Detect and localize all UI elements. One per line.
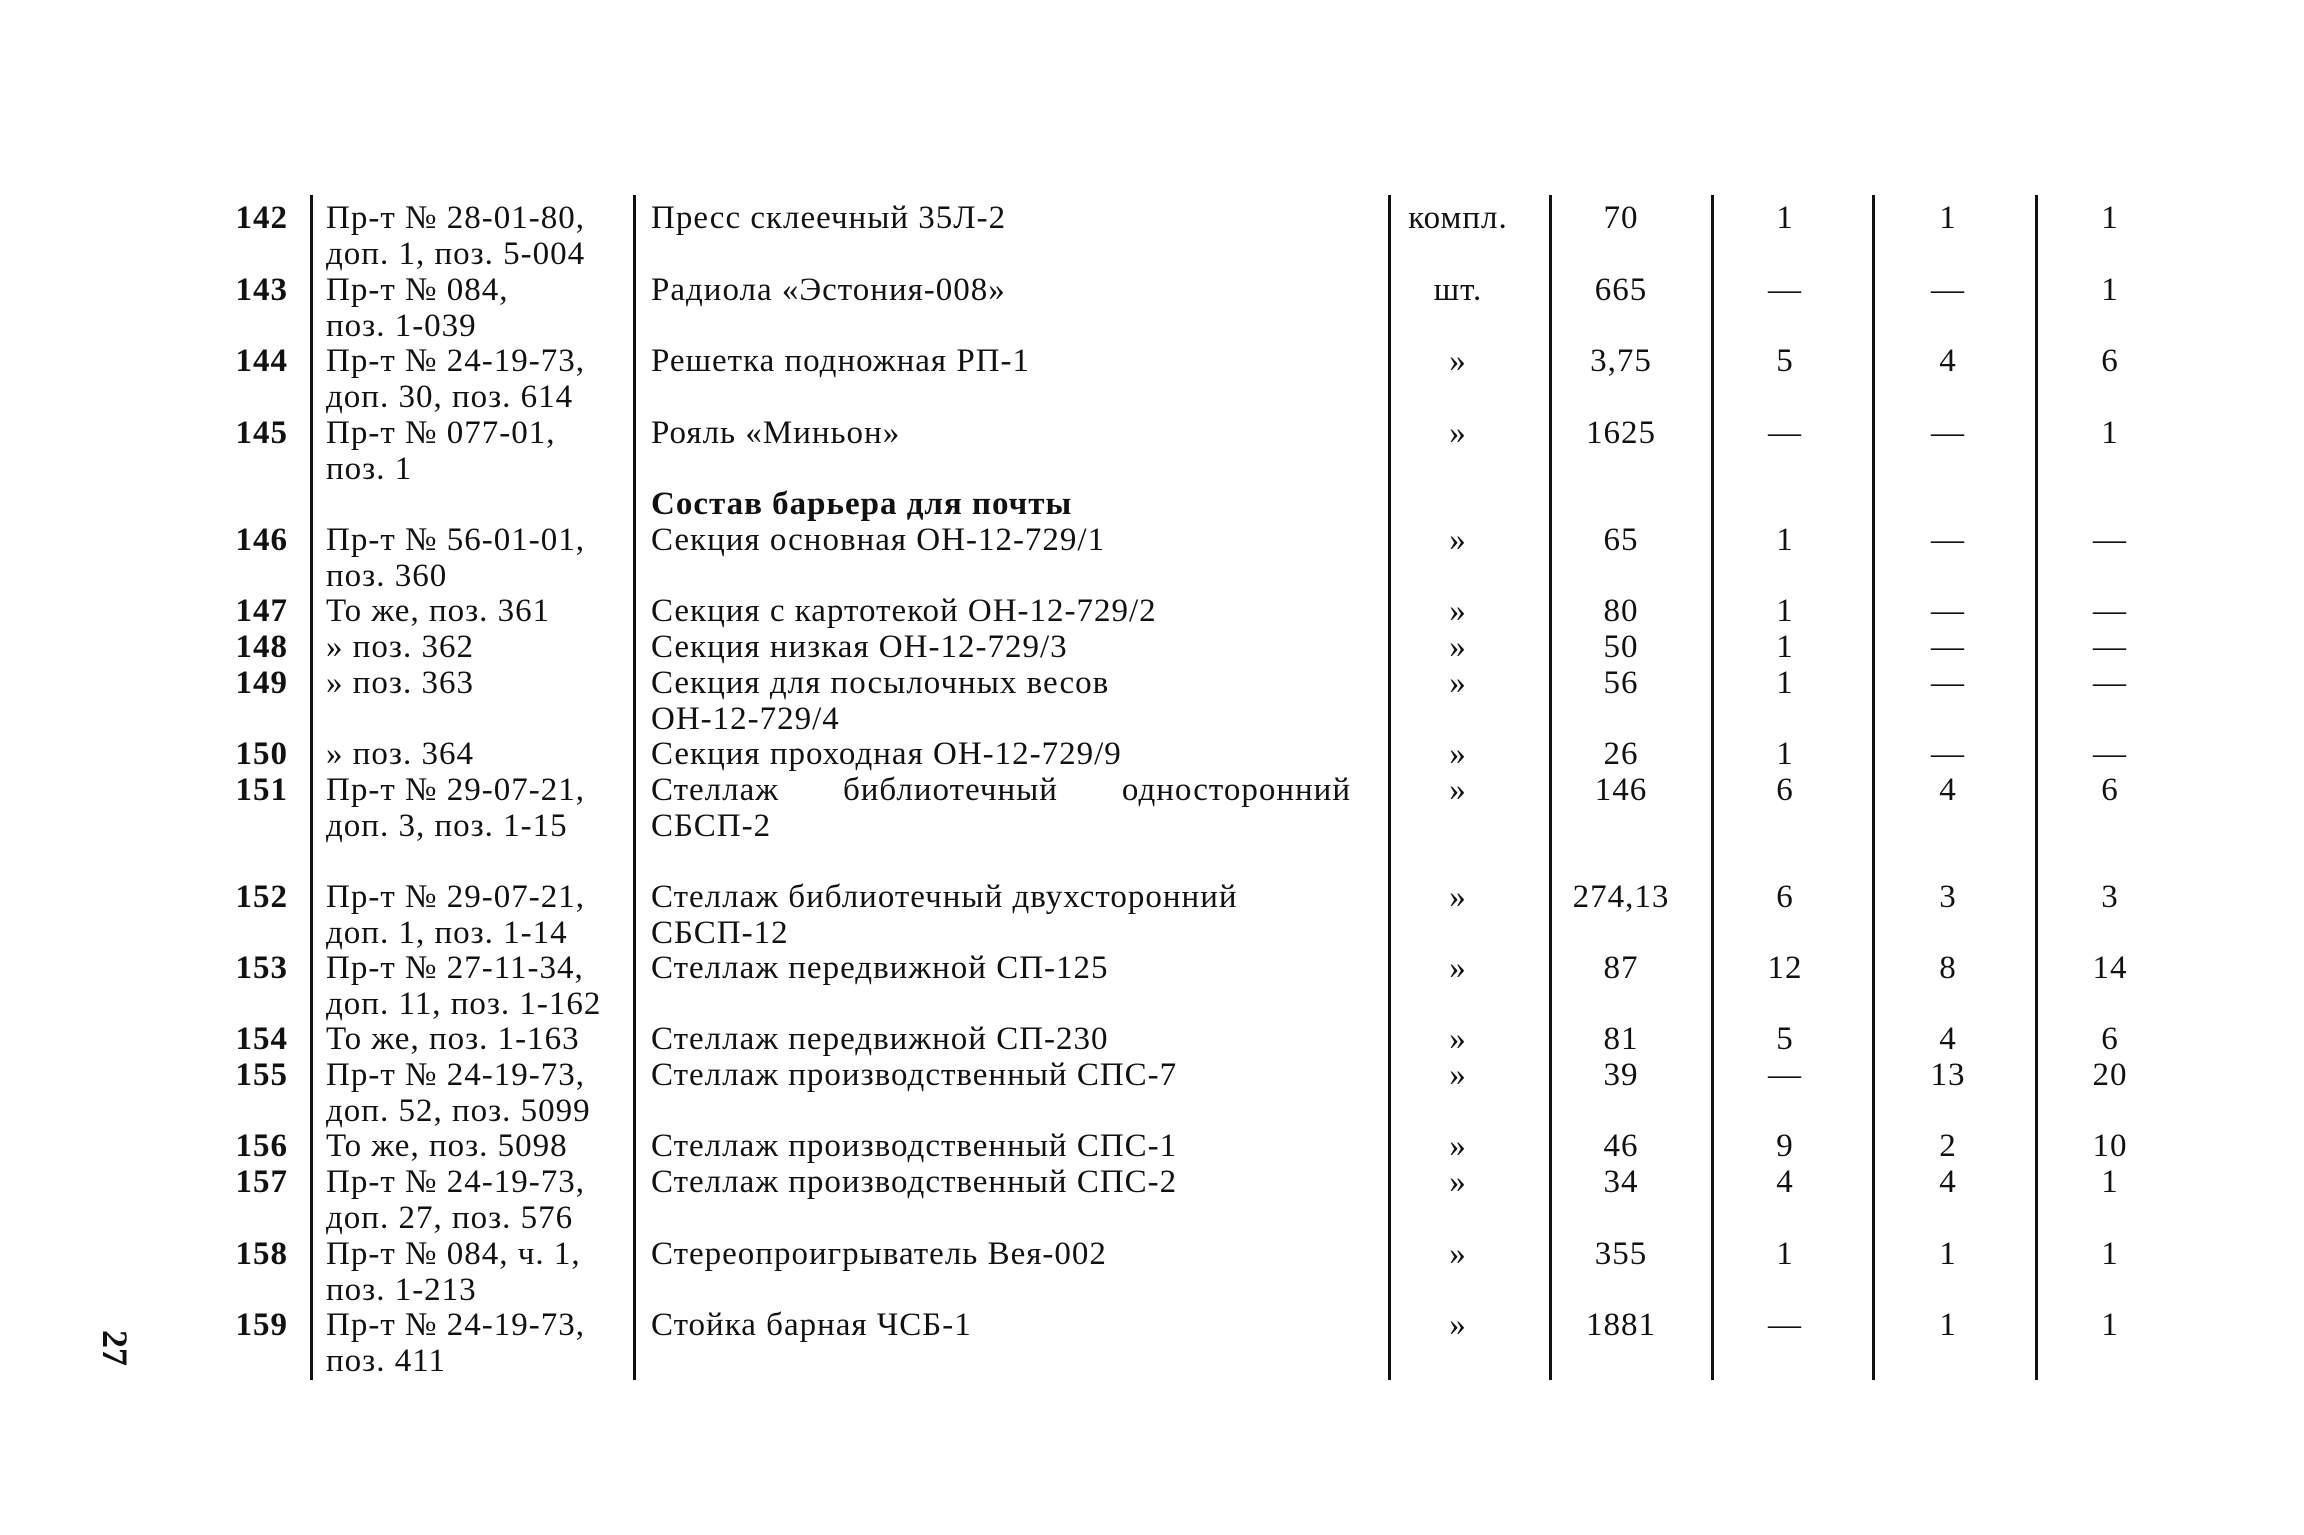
price-cell: 50 bbox=[1603, 629, 1639, 665]
quantity-cell-2: — bbox=[1931, 593, 1965, 629]
item-name-line: Решетка подножная РП-1 bbox=[651, 343, 1031, 379]
row-number: 144 bbox=[235, 343, 288, 379]
reference-line: Пр-т № 084, bbox=[326, 272, 509, 308]
quantity-cell-3: 6 bbox=[2101, 343, 2119, 379]
row-number: 157 bbox=[235, 1164, 288, 1200]
quantity-cell-3: 6 bbox=[2101, 772, 2119, 808]
item-name-word: односторонний bbox=[1121, 772, 1351, 808]
reference-line: поз. 360 bbox=[326, 558, 448, 594]
unit-cell: » bbox=[1449, 665, 1467, 701]
row-number: 155 bbox=[235, 1057, 288, 1093]
unit-cell: » bbox=[1449, 879, 1467, 915]
reference-line: поз. 411 bbox=[326, 1343, 446, 1379]
section-heading: Состав барьера для почты bbox=[651, 486, 1073, 522]
quantity-cell-2: 1 bbox=[1939, 200, 1957, 236]
unit-cell: » bbox=[1449, 343, 1467, 379]
quantity-cell-1: — bbox=[1768, 415, 1802, 451]
reference-line: Пр-т № 28-01-80, bbox=[326, 200, 585, 236]
unit-cell: » bbox=[1449, 736, 1467, 772]
reference-line: доп. 1, поз. 1-14 bbox=[326, 915, 568, 951]
row-number: 152 bbox=[235, 879, 288, 915]
quantity-cell-1: 5 bbox=[1776, 343, 1794, 379]
quantity-cell-1: — bbox=[1768, 1057, 1802, 1093]
price-cell: 87 bbox=[1603, 950, 1639, 986]
price-cell: 1625 bbox=[1586, 415, 1656, 451]
quantity-cell-1: 6 bbox=[1776, 879, 1794, 915]
quantity-cell-1: 5 bbox=[1776, 1021, 1794, 1057]
item-name-line: Стеллаж передвижной СП-125 bbox=[651, 950, 1109, 986]
row-number: 147 bbox=[235, 593, 288, 629]
reference-line: поз. 1-213 bbox=[326, 1272, 477, 1308]
reference-line: Пр-т № 29-07-21, bbox=[326, 772, 585, 808]
quantity-cell-1: 1 bbox=[1776, 522, 1794, 558]
price-cell: 65 bbox=[1603, 522, 1639, 558]
quantity-cell-1: 6 bbox=[1776, 772, 1794, 808]
quantity-cell-3: — bbox=[2093, 665, 2127, 701]
quantity-cell-2: — bbox=[1931, 272, 1965, 308]
quantity-cell-3: 3 bbox=[2101, 879, 2119, 915]
item-name-word: библиотечный bbox=[842, 772, 1058, 808]
reference-line: Пр-т № 24-19-73, bbox=[326, 1057, 585, 1093]
page-number: 27 bbox=[95, 1330, 135, 1366]
item-name-line: Секция проходная ОН-12-729/9 bbox=[651, 736, 1122, 772]
quantity-cell-2: 2 bbox=[1939, 1128, 1957, 1164]
item-name-line: Пресс склеечный 35Л-2 bbox=[651, 200, 1007, 236]
item-name-line: ОН-12-729/4 bbox=[651, 701, 840, 737]
price-cell: 3,75 bbox=[1590, 343, 1652, 379]
reference-line: » поз. 362 bbox=[326, 629, 474, 665]
price-cell: 56 bbox=[1603, 665, 1639, 701]
price-cell: 70 bbox=[1603, 200, 1639, 236]
quantity-cell-1: 1 bbox=[1776, 1236, 1794, 1272]
unit-cell: » bbox=[1449, 772, 1467, 808]
reference-line: Пр-т № 29-07-21, bbox=[326, 879, 585, 915]
quantity-cell-3: 1 bbox=[2101, 1164, 2119, 1200]
quantity-cell-3: 1 bbox=[2101, 1236, 2119, 1272]
item-name-line: Секция низкая ОН-12-729/3 bbox=[651, 629, 1068, 665]
unit-cell: » bbox=[1449, 1236, 1467, 1272]
reference-line: То же, поз. 361 bbox=[326, 593, 551, 629]
unit-cell: » bbox=[1449, 1164, 1467, 1200]
price-cell: 355 bbox=[1594, 1236, 1648, 1272]
item-name-line: Секция с картотекой ОН-12-729/2 bbox=[651, 593, 1157, 629]
price-cell: 1881 bbox=[1586, 1307, 1656, 1343]
item-name-line: СБСП-2 bbox=[651, 808, 772, 844]
price-cell: 80 bbox=[1603, 593, 1639, 629]
unit-cell: компл. bbox=[1408, 200, 1508, 236]
item-name-word: Стеллаж bbox=[651, 772, 780, 808]
quantity-cell-3: 1 bbox=[2101, 200, 2119, 236]
item-name-line: Стереопроигрыватель Вея-002 bbox=[651, 1236, 1107, 1272]
quantity-cell-2: 4 bbox=[1939, 1021, 1957, 1057]
reference-line: Пр-т № 56-01-01, bbox=[326, 522, 585, 558]
quantity-cell-1: 1 bbox=[1776, 629, 1794, 665]
column-divider bbox=[633, 195, 636, 1380]
reference-line: доп. 52, поз. 5099 bbox=[326, 1093, 591, 1129]
quantity-cell-2: — bbox=[1931, 736, 1965, 772]
row-number: 158 bbox=[235, 1236, 288, 1272]
quantity-cell-1: 1 bbox=[1776, 593, 1794, 629]
reference-line: доп. 3, поз. 1-15 bbox=[326, 808, 568, 844]
unit-cell: » bbox=[1449, 1057, 1467, 1093]
quantity-cell-3: 10 bbox=[2092, 1128, 2128, 1164]
item-name-line: Стеллаж производственный СПС-7 bbox=[651, 1057, 1178, 1093]
price-cell: 146 bbox=[1594, 772, 1648, 808]
price-cell: 665 bbox=[1594, 272, 1648, 308]
reference-line: » поз. 363 bbox=[326, 665, 474, 701]
reference-line: Пр-т № 27-11-34, bbox=[326, 950, 584, 986]
quantity-cell-2: 8 bbox=[1939, 950, 1957, 986]
quantity-cell-3: 1 bbox=[2101, 272, 2119, 308]
reference-line: То же, поз. 1-163 bbox=[326, 1021, 580, 1057]
reference-line: » поз. 364 bbox=[326, 736, 474, 772]
quantity-cell-2: — bbox=[1931, 629, 1965, 665]
reference-line: доп. 1, поз. 5-004 bbox=[326, 236, 586, 272]
item-name-line: Стеллаж передвижной СП-230 bbox=[651, 1021, 1109, 1057]
quantity-cell-1: 4 bbox=[1776, 1164, 1794, 1200]
reference-line: доп. 30, поз. 614 bbox=[326, 379, 574, 415]
item-name-line: Стойка барная ЧСБ-1 bbox=[651, 1307, 972, 1343]
column-divider bbox=[1711, 195, 1714, 1380]
reference-line: поз. 1 bbox=[326, 451, 413, 487]
item-name-line: Стеллаж производственный СПС-2 bbox=[651, 1164, 1178, 1200]
unit-cell: » bbox=[1449, 629, 1467, 665]
reference-line: Пр-т № 24-19-73, bbox=[326, 1307, 585, 1343]
item-name-line: Стеллаж библиотечный двухсторонний bbox=[651, 879, 1238, 915]
reference-line: доп. 27, поз. 576 bbox=[326, 1200, 574, 1236]
item-name-line: Стеллаж производственный СПС-1 bbox=[651, 1128, 1178, 1164]
row-number: 149 bbox=[235, 665, 288, 701]
unit-cell: » bbox=[1449, 522, 1467, 558]
quantity-cell-1: 1 bbox=[1776, 200, 1794, 236]
quantity-cell-3: 20 bbox=[2092, 1057, 2128, 1093]
item-name-line: СБСП-12 bbox=[651, 915, 789, 951]
column-divider bbox=[1872, 195, 1875, 1380]
row-number: 156 bbox=[235, 1128, 288, 1164]
reference-line: Пр-т № 24-19-73, bbox=[326, 343, 585, 379]
quantity-cell-1: 1 bbox=[1776, 736, 1794, 772]
row-number: 151 bbox=[235, 772, 288, 808]
quantity-cell-3: — bbox=[2093, 593, 2127, 629]
item-name-line: Секция основная ОН-12-729/1 bbox=[651, 522, 1106, 558]
price-cell: 39 bbox=[1603, 1057, 1639, 1093]
row-number: 143 bbox=[235, 272, 288, 308]
price-cell: 81 bbox=[1603, 1021, 1639, 1057]
row-number: 142 bbox=[235, 200, 288, 236]
quantity-cell-3: 14 bbox=[2092, 950, 2128, 986]
quantity-cell-2: 4 bbox=[1939, 343, 1957, 379]
quantity-cell-3: — bbox=[2093, 629, 2127, 665]
quantity-cell-2: 3 bbox=[1939, 879, 1957, 915]
unit-cell: шт. bbox=[1433, 272, 1483, 308]
unit-cell: » bbox=[1449, 415, 1467, 451]
unit-cell: » bbox=[1449, 1307, 1467, 1343]
column-divider bbox=[310, 195, 313, 1380]
unit-cell: » bbox=[1449, 950, 1467, 986]
reference-line: Пр-т № 077-01, bbox=[326, 415, 556, 451]
quantity-cell-2: 1 bbox=[1939, 1236, 1957, 1272]
row-number: 146 bbox=[235, 522, 288, 558]
quantity-cell-3: — bbox=[2093, 522, 2127, 558]
quantity-cell-1: — bbox=[1768, 272, 1802, 308]
quantity-cell-1: 12 bbox=[1767, 950, 1803, 986]
reference-line: поз. 1-039 bbox=[326, 308, 477, 344]
quantity-cell-3: 6 bbox=[2101, 1021, 2119, 1057]
quantity-cell-3: 1 bbox=[2101, 415, 2119, 451]
quantity-cell-3: 1 bbox=[2101, 1307, 2119, 1343]
price-cell: 274,13 bbox=[1572, 879, 1670, 915]
quantity-cell-2: — bbox=[1931, 522, 1965, 558]
row-number: 159 bbox=[235, 1307, 288, 1343]
price-cell: 26 bbox=[1603, 736, 1639, 772]
row-number: 148 bbox=[235, 629, 288, 665]
quantity-cell-1: 1 bbox=[1776, 665, 1794, 701]
item-name-line: Радиола «Эстония-008» bbox=[651, 272, 1006, 308]
quantity-cell-3: — bbox=[2093, 736, 2127, 772]
item-name-line bbox=[651, 772, 1351, 808]
quantity-cell-2: — bbox=[1931, 415, 1965, 451]
unit-cell: » bbox=[1449, 1021, 1467, 1057]
column-divider bbox=[2035, 195, 2038, 1380]
quantity-cell-1: 9 bbox=[1776, 1128, 1794, 1164]
reference-line: доп. 11, поз. 1-162 bbox=[326, 986, 602, 1022]
unit-cell: » bbox=[1449, 1128, 1467, 1164]
unit-cell: » bbox=[1449, 593, 1467, 629]
reference-line: Пр-т № 084, ч. 1, bbox=[326, 1236, 581, 1272]
reference-line: Пр-т № 24-19-73, bbox=[326, 1164, 585, 1200]
row-number: 150 bbox=[235, 736, 288, 772]
quantity-cell-2: 1 bbox=[1939, 1307, 1957, 1343]
item-name-line: Рояль «Миньон» bbox=[651, 415, 901, 451]
quantity-cell-1: — bbox=[1768, 1307, 1802, 1343]
row-number: 145 bbox=[235, 415, 288, 451]
reference-line: То же, поз. 5098 bbox=[326, 1128, 568, 1164]
row-number: 154 bbox=[235, 1021, 288, 1057]
quantity-cell-2: — bbox=[1931, 665, 1965, 701]
quantity-cell-2: 13 bbox=[1930, 1057, 1966, 1093]
quantity-cell-2: 4 bbox=[1939, 772, 1957, 808]
quantity-cell-2: 4 bbox=[1939, 1164, 1957, 1200]
item-name-line: Секция для посылочных весов bbox=[651, 665, 1110, 701]
row-number: 153 bbox=[235, 950, 288, 986]
price-cell: 46 bbox=[1603, 1128, 1639, 1164]
price-cell: 34 bbox=[1603, 1164, 1639, 1200]
